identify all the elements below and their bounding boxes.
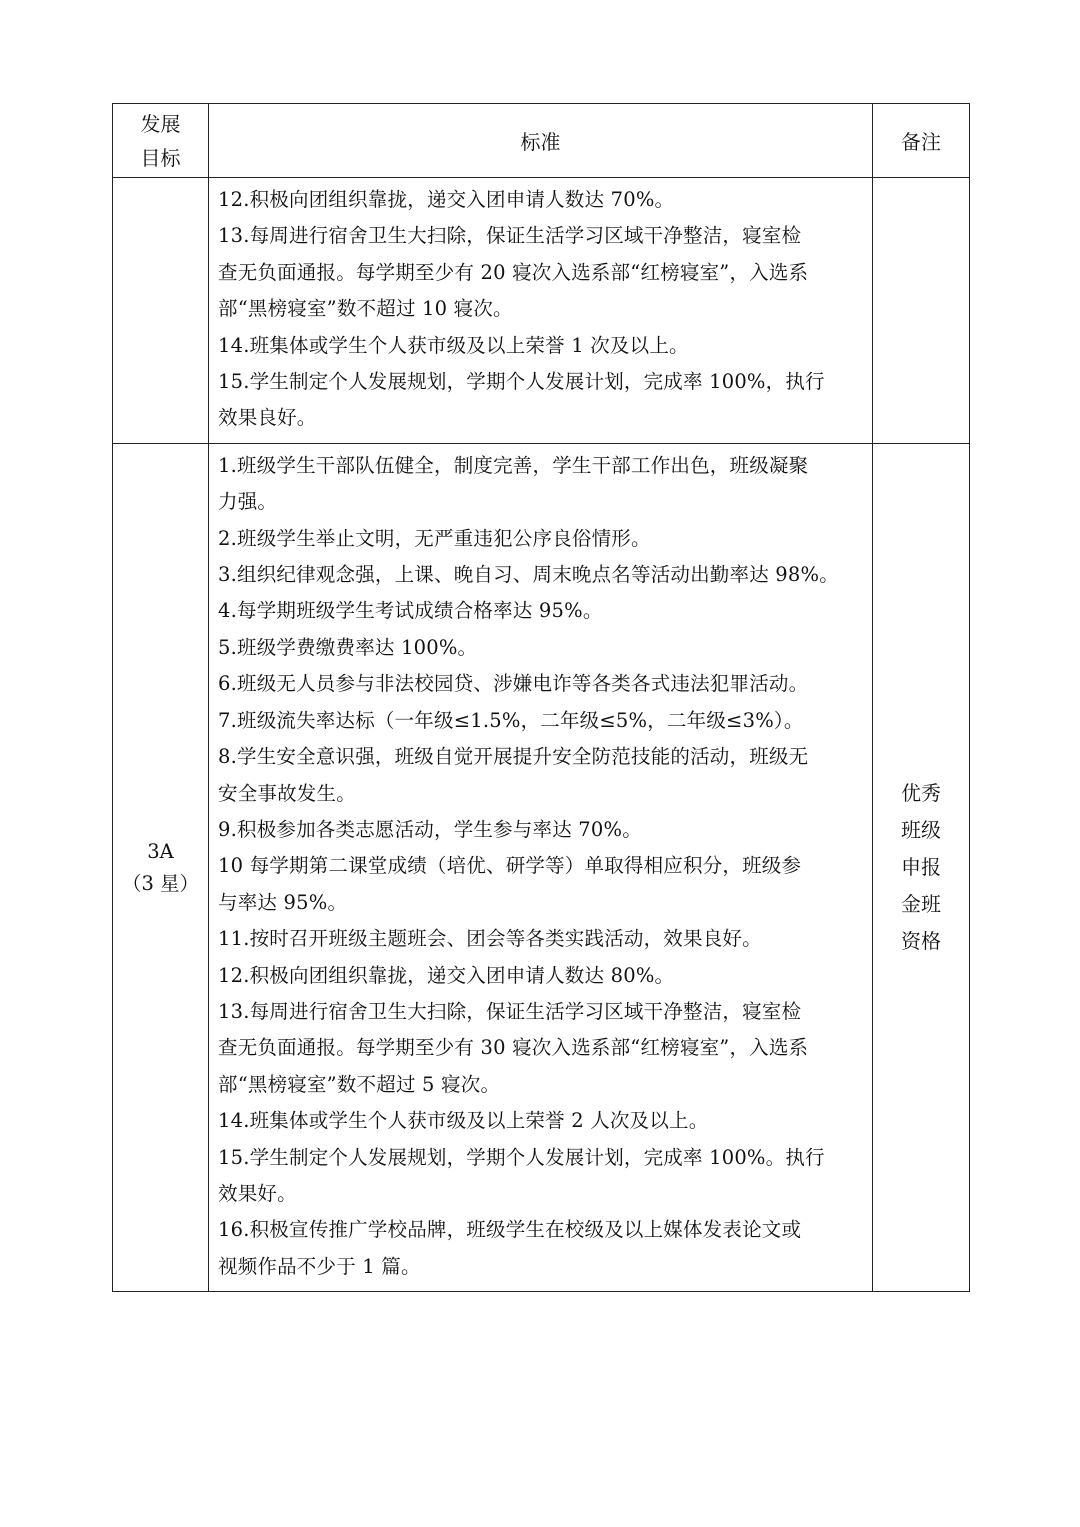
standard-line: 14.班集体或学生个人获市级及以上荣誉 2 人次及以上。 [218, 1109, 709, 1133]
note-cell [873, 178, 970, 444]
note-cell [873, 443, 970, 1291]
standard-line: 3.组织纪律观念强，上课、晚自习、周末晚点名等活动出勤率达 98%。 [218, 563, 839, 587]
header-standard: 标准 [209, 104, 873, 178]
header-goal-line: 目标 [140, 145, 181, 170]
standard-line: 6.班级无人员参与非法校园贷、涉嫌电诈等各类各式违法犯罪活动。 [218, 672, 809, 696]
standard-line: 2.班级学生举止文明，无严重违犯公序良俗情形。 [218, 526, 651, 550]
header-note: 备注 [873, 104, 970, 178]
standard-line: 10 每学期第二课堂成绩（培优、研学等）单取得相应积分，班级参 [218, 854, 802, 878]
goal-cell [113, 178, 209, 444]
standard-line: 15.学生制定个人发展规划，学期个人发展计划，完成率 100%。执行 [218, 1145, 825, 1169]
standard-line: 1.班级学生干部队伍健全，制度完善，学生干部工作出色，班级凝聚 [218, 453, 809, 477]
goal-cell [113, 443, 209, 1291]
note-text: 优秀 [901, 781, 941, 806]
note-text: 班级 [901, 818, 941, 843]
standard-line: 12.积极向团组织靠拢，递交入团申请人数达 70%。 [218, 188, 675, 211]
standard-line: 13.每周进行宿舍卫生大扫除，保证生活学习区域干净整洁，寝室检 [218, 224, 802, 248]
standard-line: 12.积极向团组织靠拢，递交入团申请人数达 80%。 [218, 963, 675, 987]
table-header-row [113, 104, 970, 178]
standard-line: 查无负面通报。每学期至少有 20 寝次入选系部“红榜寝室”，入选系 [218, 260, 809, 284]
note-text: 申报 [901, 855, 941, 880]
header-goal [113, 104, 209, 178]
standard-line: 与率达 95%。 [218, 890, 348, 914]
standard-line: 部“黑榜寝室”数不超过 10 寝次。 [218, 297, 513, 321]
goal-stars: （3 星） [121, 871, 200, 895]
standard-line: 力强。 [218, 490, 278, 514]
standard-line: 查无负面通报。每学期至少有 30 寝次入选系部“红榜寝室”，入选系 [218, 1036, 809, 1060]
standard-line: 安全事故发生。 [218, 781, 356, 805]
table-row [113, 178, 970, 444]
standard-line: 效果良好。 [218, 406, 317, 430]
standard-line: 视频作品不少于 1 篇。 [218, 1254, 421, 1278]
standard-line: 效果好。 [218, 1181, 297, 1205]
standard-line: 15.学生制定个人发展规划，学期个人发展计划，完成率 100%，执行 [218, 370, 825, 394]
standard-line: 部“黑榜寝室”数不超过 5 寝次。 [218, 1072, 501, 1096]
standards-table [112, 103, 970, 1292]
standard-line: 13.每周进行宿舍卫生大扫除，保证生活学习区域干净整洁，寝室检 [218, 999, 802, 1023]
note-text: 金班 [901, 892, 941, 917]
goal-level: 3A [147, 839, 174, 863]
standard-line: 5.班级学费缴费率达 100%。 [218, 635, 478, 659]
note-text: 资格 [901, 929, 941, 954]
standard-line: 8.学生安全意识强，班级自觉开展提升安全防范技能的活动，班级无 [218, 745, 809, 769]
standard-line: 16.积极宣传推广学校品牌，班级学生在校级及以上媒体发表论文或 [218, 1218, 802, 1242]
standard-line: 4.每学期班级学生考试成绩合格率达 95%。 [218, 599, 603, 623]
standard-cell [209, 443, 873, 1291]
header-goal-line: 发展 [140, 111, 181, 136]
standard-line: 14.班集体或学生个人获市级及以上荣誉 1 次及以上。 [218, 333, 689, 357]
standard-line: 11.按时召开班级主题班会、团会等各类实践活动，效果良好。 [218, 927, 762, 951]
table-row [113, 443, 970, 1291]
standard-cell [209, 178, 873, 444]
standard-line: 7.班级流失率达标（一年级≤1.5%，二年级≤5%，二年级≤3%）。 [218, 708, 804, 732]
standard-line: 9.积极参加各类志愿活动，学生参与率达 70%。 [218, 817, 642, 841]
